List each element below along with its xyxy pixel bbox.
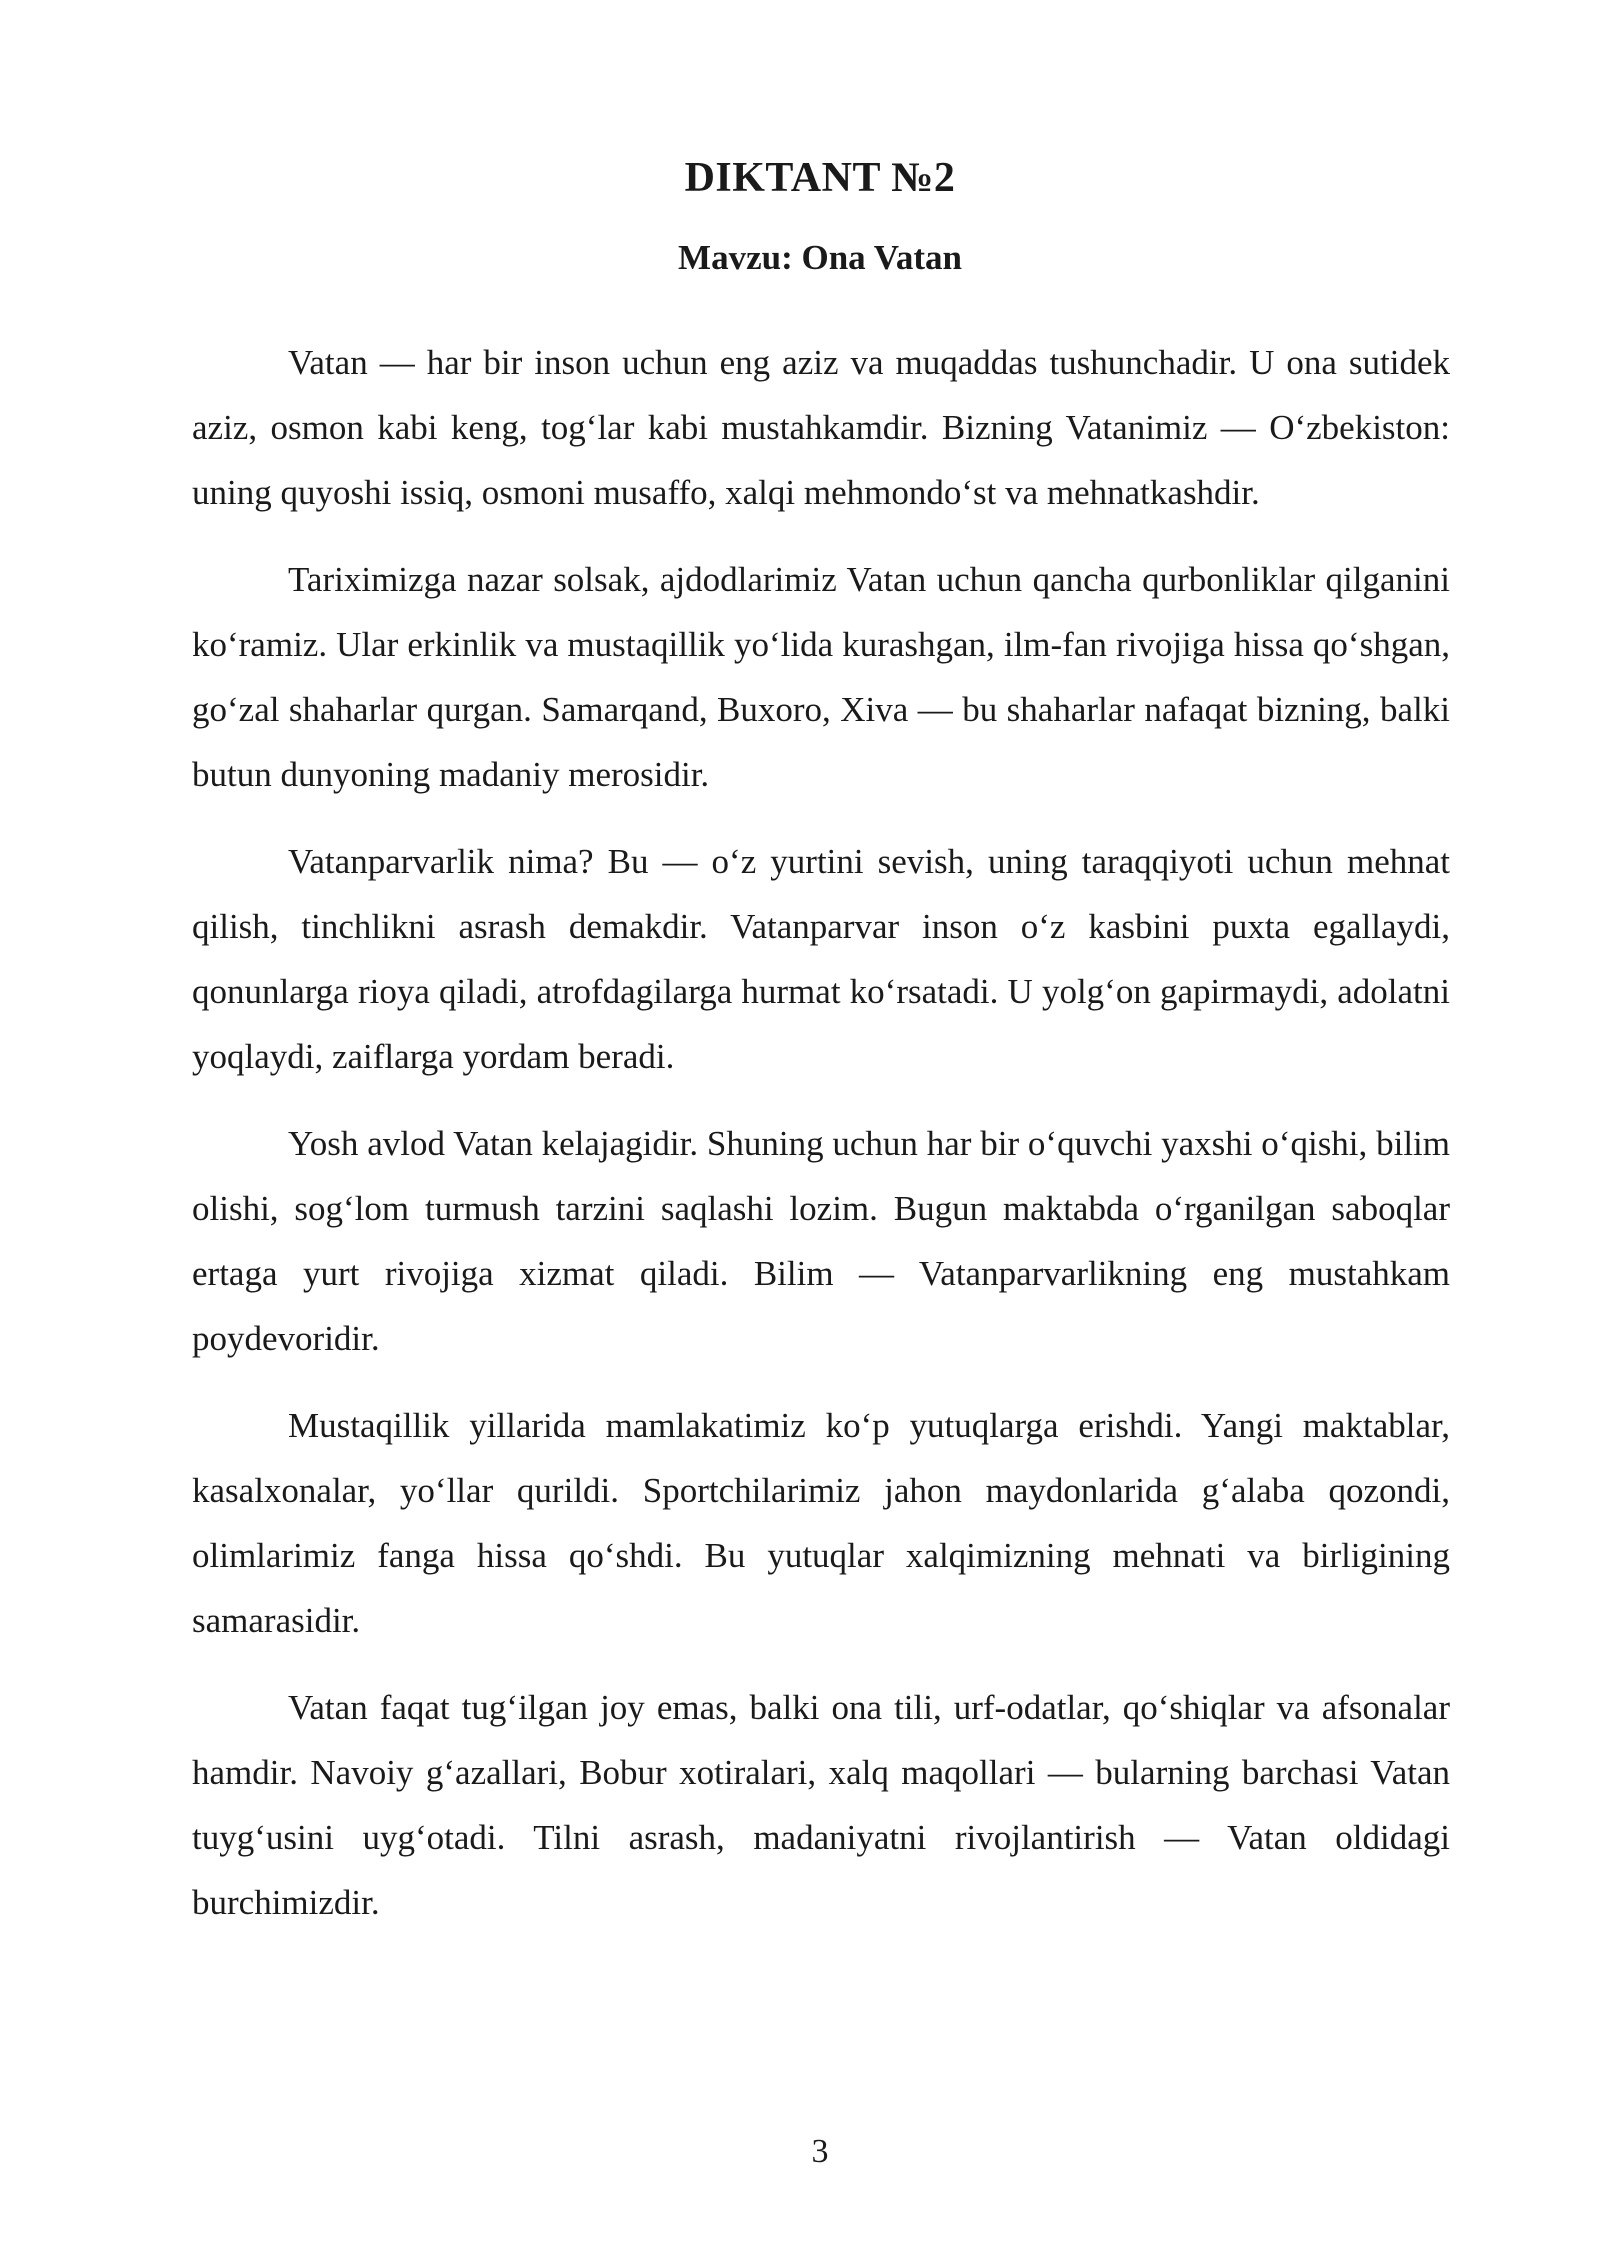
paragraph-4: Yosh avlod Vatan kelajagidir. Shuning uchun har bir o‘quvchi yaxshi o‘qishi, bilim olishi, sog‘lom turmush tarzini saqlashi lozim. Bugun maktabda o‘rganilgan saboqlar ertaga yurt rivojiga xizmat qiladi. Bilim — Vatanparvarlikning eng mustahkam poydevoridir. [192, 1124, 1450, 1358]
paragraph-1: Vatan — har bir inson uchun eng aziz va muqaddas tushunchadir. U ona sutidek aziz, osmon kabi keng, tog‘lar kabi mustahkamdir. Bizning Vatanimiz — O‘zbekiston: uning quyoshi issiq, osmoni musaffo, xalqi mehmondo‘st va mehnatkashdir. [192, 343, 1450, 512]
paragraph-5: Mustaqillik yillarida mamlakatimiz ko‘p yutuqlarga erishdi. Yangi maktablar, kasalxonalar, yo‘llar qurildi. Sportchilarimiz jahon maydonlarida g‘alaba qozondi, olimlarimiz fanga hissa qo‘shdi. Bu yutuqlar xalqimizning mehnati va birligining samarasidir. [192, 1406, 1450, 1640]
document-title: DIKTANT №2 [684, 155, 956, 201]
paragraph-2: Tariximizga nazar solsak, ajdodlarimiz Vatan uchun qancha qurbonliklar qilganini ko‘ramiz. Ular erkinlik va mustaqillik yo‘lida kurashgan, ilm-fan rivojiga hissa qo‘shgan, go‘zal shaharlar qurgan. Samarqand, Buxoro, Xiva — bu shaharlar nafaqat bizning, balki butun dunyoning madaniy merosidir. [192, 560, 1450, 794]
page-number: 3 [811, 2133, 829, 2170]
paragraph-3: Vatanparvarlik nima? Bu — o‘z yurtini sevish, uning taraqqiyoti uchun mehnat qilish, tinchlikni asrash demakdir. Vatanparvar inson o‘z kasbini puxta egallaydi, qonunlarga rioya qiladi, atrofdagilarga hurmat ko‘rsatadi. U yolg‘on gapirmaydi, adolatni yoqlaydi, zaiflarga yordam beradi. [192, 842, 1450, 1076]
document-subtitle: Mavzu: Ona Vatan [678, 238, 962, 277]
document-body [192, 330, 1450, 1957]
paragraph-6: Vatan faqat tug‘ilgan joy emas, balki ona tili, urf-odatlar, qo‘shiqlar va afsonalar hamdir. Navoiy g‘azallari, Bobur xotiralari, xalq maqollari — bularning barchasi Vatan tuyg‘usini uyg‘otadi. Tilni asrash, madaniyatni rivojlantirish — Vatan oldidagi burchimizdir. [192, 1688, 1450, 1922]
